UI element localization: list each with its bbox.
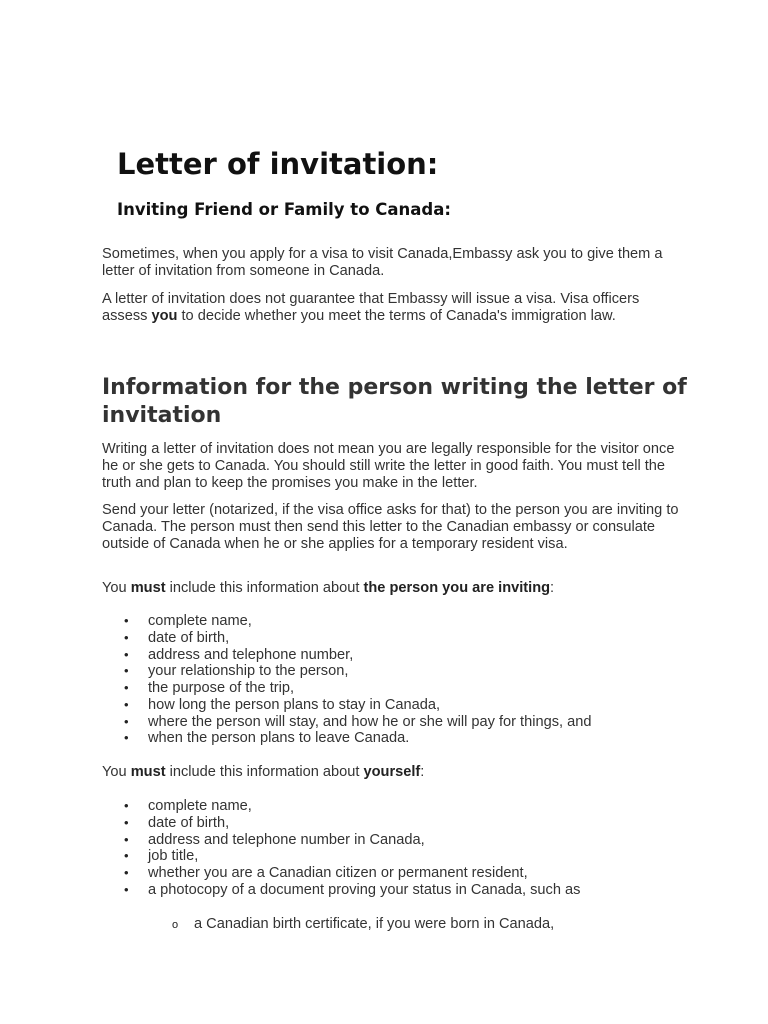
self-lead: You must include this information about yourself: xyxy=(102,764,425,780)
intro-paragraph-1: Sometimes, when you apply for a visa to visit Canada,Embassy ask you to give them a letter of invitation from someone in Canada. xyxy=(102,246,663,279)
list-item: • job title, xyxy=(102,848,702,865)
section-paragraph-2: Send your letter (notarized, if the visa office asks for that) to the person you are inviting to Canada. The person must then send this letter to the Canadian embassy or consulate outside of Canada when he or she applies for a temporary resident visa. xyxy=(102,502,679,552)
list-item: • how long the person plans to stay in Canada, xyxy=(102,697,702,714)
section-paragraph-1: Writing a letter of invitation does not mean you are legally responsible for the visitor once he or she gets to Canada. You should still write the letter in good faith. You must tell the truth and plan to keep the promises you make in the letter. xyxy=(102,441,675,491)
list-item: • whether you are a Canadian citizen or permanent resident, xyxy=(102,865,702,882)
self-info-list xyxy=(102,798,702,899)
status-document-list xyxy=(102,916,702,933)
list-item: • date of birth, xyxy=(102,815,702,832)
list-item: • a photocopy of a document proving your status in Canada, such as xyxy=(102,882,702,899)
list-item: • address and telephone number in Canada, xyxy=(102,832,702,849)
invitee-info-list xyxy=(102,613,702,747)
list-item: • complete name, xyxy=(102,798,702,815)
page-title: Letter of invitation: xyxy=(117,147,439,181)
section-heading: Information for the person writing the letter of invitation xyxy=(102,375,687,428)
list-item: • complete name, xyxy=(102,613,702,630)
page-subtitle: Inviting Friend or Family to Canada: xyxy=(117,200,451,219)
invitee-lead: You must include this information about the person you are inviting: xyxy=(102,580,555,596)
list-item: • address and telephone number, xyxy=(102,647,702,664)
list-item: • your relationship to the person, xyxy=(102,663,702,680)
intro-paragraph-2: A letter of invitation does not guarantee that Embassy will issue a visa. Visa officers assess you to decide whether you meet the terms of Canada's immigration law. xyxy=(102,291,640,324)
emphasis-you: you xyxy=(151,308,178,324)
list-item: • the purpose of the trip, xyxy=(102,680,702,697)
list-item: • where the person will stay, and how he or she will pay for things, and xyxy=(102,714,702,731)
list-item: • when the person plans to leave Canada. xyxy=(102,730,702,747)
list-item: • date of birth, xyxy=(102,630,702,647)
list-item: o a Canadian birth certificate, if you were born in Canada, xyxy=(102,916,702,933)
